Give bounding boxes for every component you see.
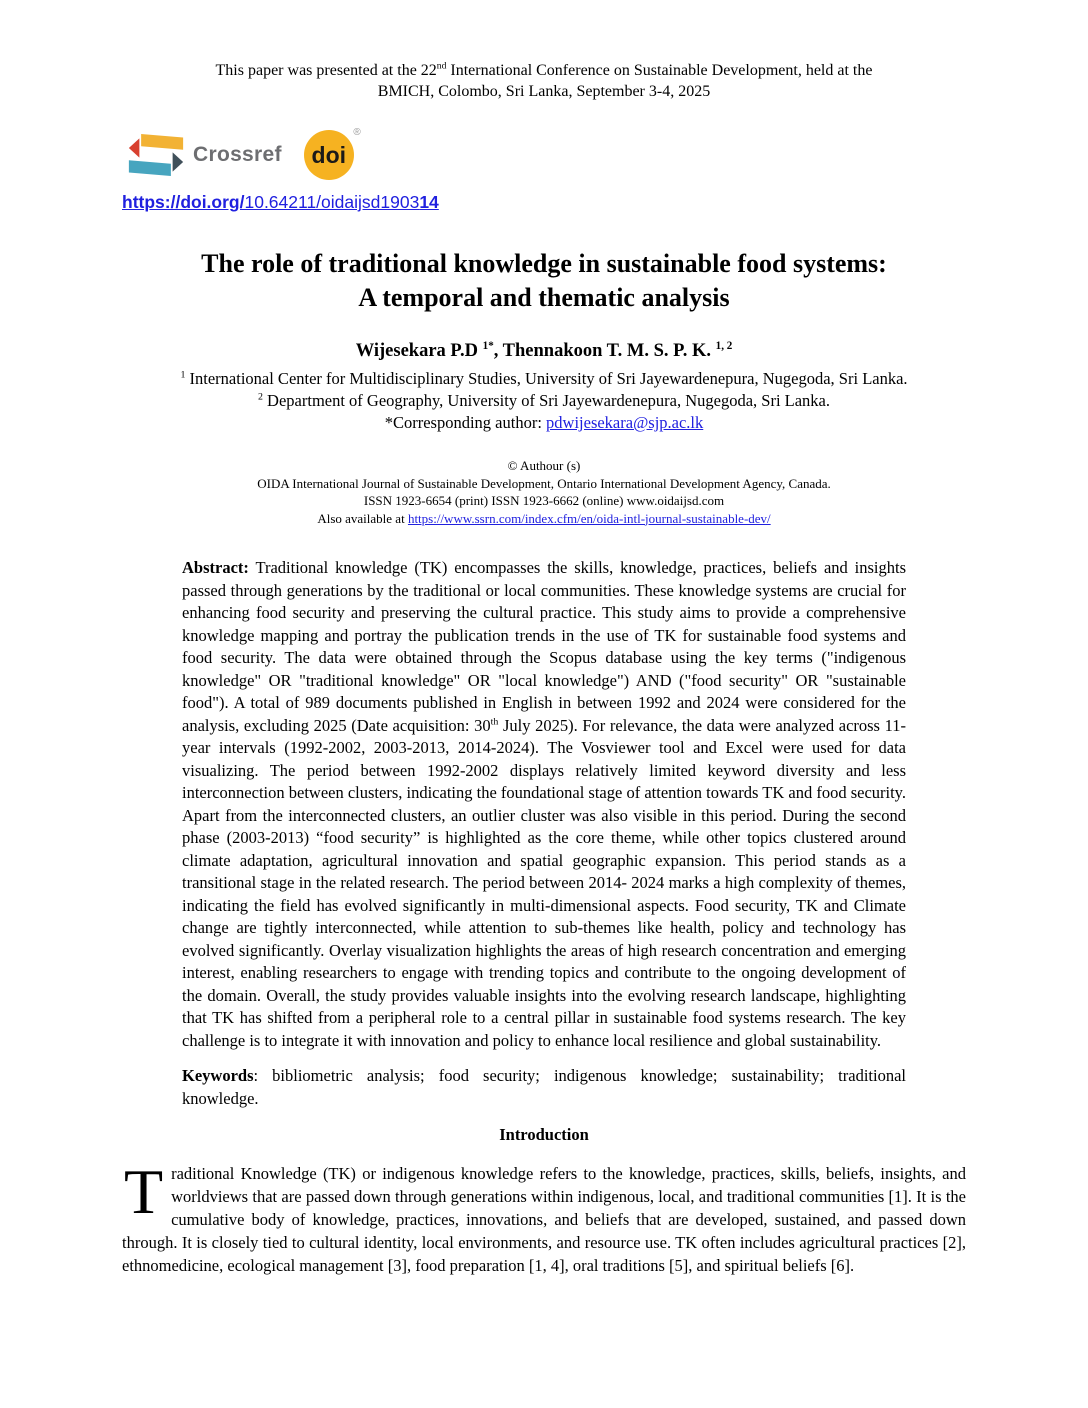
author-name: , Thennakoon T. M. S. P. K. [493, 341, 716, 361]
author-name: Wijesekara P.D [355, 341, 483, 361]
conference-note-text: International Conference on Sustainable Development, held at the [446, 62, 873, 79]
affiliation-text: Department of Geography, University of Sri Jayewardenepura, Nugegoda, Sri Lanka. [262, 391, 831, 410]
doi-link-scheme: https://doi.org/ [122, 192, 245, 212]
also-available-line [122, 510, 966, 528]
doi-badge-icon [304, 130, 354, 180]
crossref-mark-icon [128, 130, 184, 180]
conference-note-line2: BMICH, Colombo, Sri Lanka, September 3-4, 2025 [377, 83, 711, 100]
keywords-paragraph [182, 1065, 906, 1110]
affiliation-text: International Center for Multidisciplinary Studies, University of Sri Jayewardenepura, Nugegoda, Sri Lanka. [185, 369, 908, 388]
paper-title-line1: The role of traditional knowledge in sustainable food systems: [201, 249, 887, 278]
introduction-heading: Introduction [499, 1125, 589, 1144]
ordinal-superscript: nd [436, 60, 447, 72]
conference-note-line1 [168, 60, 920, 81]
crossref-wordmark: Crossref [193, 143, 282, 166]
keywords-label: Keywords [182, 1066, 254, 1085]
doi-link[interactable] [122, 192, 439, 213]
doi-link-path: 10.64211/oidaijsd1903 [244, 192, 420, 212]
affiliation-number: 2 [257, 391, 263, 403]
crossref-logo [128, 130, 282, 180]
affiliation-number: 1 [180, 369, 186, 381]
corresponding-author-email[interactable]: pdwijesekara@sjp.ac.lk [546, 413, 704, 432]
date-ordinal-superscript: th [490, 716, 499, 727]
abstract-text: July 2025). For relevance, the data were analyzed across 11-year intervals (1992-2002, 2003-2013, 2014-2024). The Vosviewer tool and Excel were used for data visualizing. The period between 1992-2002 displays relatively limited keyword diversity and less interconnection between clusters, indicating the foundational stage of attention towards TK and food security. Apart from the interconnected clusters, an outlier cluster was also visible in this period. During the second phase (2003-2013) “food security” is highlighted as the core theme, while other topics clustered around climate adaptation, agricultural innovation and spatial geographic expansion. This period stands as a transitional stage in the related research. The period between 2014- 2024 marks a high complexity of themes, indicating the field has evolved significantly in multi-dimensional aspects. Food security, TK and Climate change are tightly interconnected, while attention to sub-themes like health, policy and technology has evolved significantly. Overlay visualization highlights the areas of high research concentration and emerging interest, enabling researchers to engage with trending topics and contribute to the ongoing development of the domain. Overall, the study provides valuable insights into the evolving research landscape, highlighting that TK has shifted from a peripheral role to a central pillar in sustainable food systems research. The key challenge is to integrate it with innovation and policy to enhance local resilience and global sustainability. [182, 715, 906, 1050]
paper-title-line2: A temporal and thematic analysis [358, 283, 730, 312]
author-affiliation-superscript: 1, 2 [715, 339, 733, 352]
copyright-line: © Authour (s) [507, 458, 581, 473]
doi-badge-label: doi [311, 141, 347, 168]
abstract-paragraph [182, 557, 906, 1052]
affiliation-2 [122, 390, 966, 411]
ssrn-link[interactable]: https://www.ssrn.com/index.cfm/en/oida-intl-journal-sustainable-dev/ [407, 510, 771, 526]
conference-note-text: This paper was presented at the 22 [215, 62, 437, 79]
issn-line: ISSN 1923-6654 (print) ISSN 1923-6662 (online) www.oidaijsd.com [363, 493, 725, 508]
registered-trademark-mark: ® [353, 127, 361, 138]
authors-line [122, 341, 966, 362]
conference-note [122, 60, 966, 102]
doi-logo [304, 127, 361, 180]
logo-row [128, 127, 966, 180]
paper-title [122, 247, 966, 315]
publisher-block [122, 457, 966, 527]
keywords-text: : bibliometric analysis; food security; indigenous knowledge; sustainability; traditional knowledge. [182, 1066, 906, 1108]
doi-link-suffix: 14 [419, 192, 439, 212]
drop-cap: T [124, 1156, 164, 1227]
introduction-paragraph [122, 1156, 966, 1277]
abstract-text: Traditional knowledge (TK) encompasses the skills, knowledge, practices, beliefs and insights passed through generations by the traditional or local communities. These knowledge systems are crucial for enhancing food security and preserving the cultural practice. This study aims to provide a comprehensive knowledge mapping and portray the publication trends in the use of TK for sustainable food systems and food security. The data were obtained through the Scopus database using the key terms ("indigenous knowledge" OR "traditional knowledge" OR "local knowledge") AND ("food security" OR "sustainable food"). A total of 989 documents published in English in between 1992 and 2024 were considered for the analysis, excluding 2025 (Date acquisition: 30 [182, 558, 906, 735]
affiliation-1 [122, 368, 966, 389]
journal-line: OIDA International Journal of Sustainable Development, Ontario International Development Agency, Canada. [257, 475, 831, 491]
introduction-text: raditional Knowledge (TK) or indigenous knowledge refers to the knowledge, practices, skills, beliefs, insights, and worldviews that are passed down through generations within indigenous, local, and traditional communities [1]. It is the cumulative body of knowledge, practices, innovations, and beliefs that are developed, sustained, and passed down through. It is closely tied to cultural identity, local environments, and resource use. TK often includes agricultural practices [2], ethnomedicine, ecological management [3], food preparation [1, 4], oral traditions [5], and spiritual beliefs [6]. [122, 1164, 966, 1275]
also-available-prefix: Also available at [317, 510, 408, 526]
corresponding-author-prefix: *Corresponding author: [384, 413, 547, 432]
author-affiliation-superscript: 1* [482, 339, 494, 352]
abstract-label: Abstract: [182, 558, 249, 577]
corresponding-author-line [122, 413, 966, 433]
